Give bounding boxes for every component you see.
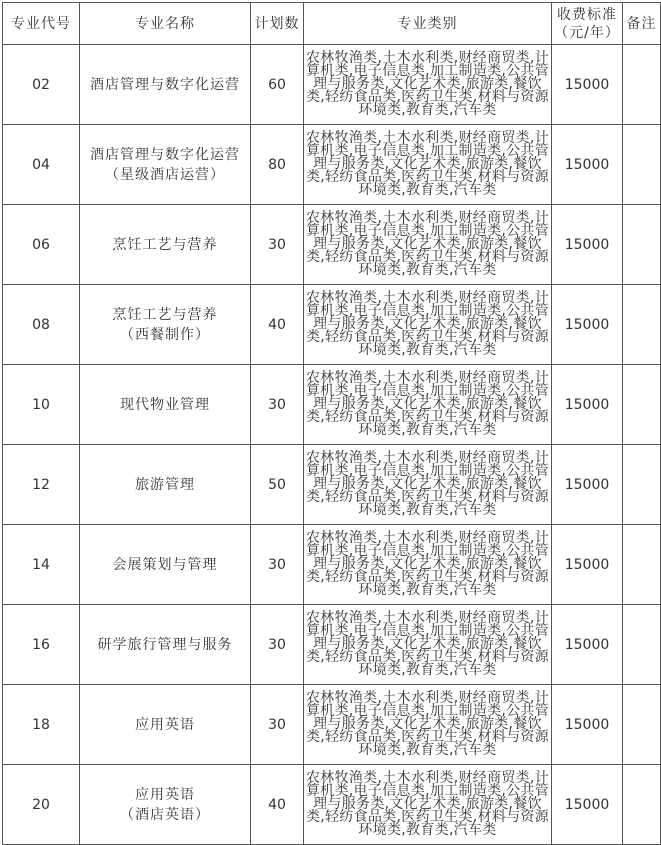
- cell-name: 研学旅行管理与服务: [80, 605, 251, 685]
- table-row: [3, 525, 661, 605]
- cell-fee: 15000: [552, 45, 623, 125]
- cell-code: 20: [3, 765, 80, 845]
- cell-categories: 农林牧渔类,土木水利类,财经商贸类,计算机类,电子信息类,加工制造类,公共管理与服务类,文化艺术类,旅游类,餐饮类,轻纺食品类,医药卫生类,材料与资源环境类,教育类,汽车类: [304, 765, 552, 845]
- cell-code: 16: [3, 605, 80, 685]
- cell-name: 应用英语: [80, 685, 251, 765]
- cell-fee: 15000: [552, 765, 623, 845]
- table-row: [3, 365, 661, 445]
- table-row: [3, 445, 661, 525]
- cell-name: 会展策划与管理: [80, 525, 251, 605]
- table-row: [3, 605, 661, 685]
- cell-categories: 农林牧渔类,土木水利类,财经商贸类,计算机类,电子信息类,加工制造类,公共管理与服务类,文化艺术类,旅游类,餐饮类,轻纺食品类,医药卫生类,材料与资源环境类,教育类,汽车类: [304, 605, 552, 685]
- cell-plan: 30: [251, 365, 304, 445]
- cell-categories: 农林牧渔类,土木水利类,财经商贸类,计算机类,电子信息类,加工制造类,公共管理与服务类,文化艺术类,旅游类,餐饮类,轻纺食品类,医药卫生类,材料与资源环境类,教育类,汽车类: [304, 365, 552, 445]
- cell-name: 烹饪工艺与营养 （西餐制作）: [80, 285, 251, 365]
- cell-plan: 30: [251, 685, 304, 765]
- cell-note: [623, 765, 661, 845]
- header-plan: 计划数: [251, 3, 304, 45]
- cell-code: 10: [3, 365, 80, 445]
- cell-categories: 农林牧渔类,土木水利类,财经商贸类,计算机类,电子信息类,加工制造类,公共管理与服务类,文化艺术类,旅游类,餐饮类,轻纺食品类,医药卫生类,材料与资源环境类,教育类,汽车类: [304, 445, 552, 525]
- table-row: [3, 685, 661, 765]
- cell-fee: 15000: [552, 285, 623, 365]
- cell-fee: 15000: [552, 365, 623, 445]
- cell-code: 12: [3, 445, 80, 525]
- cell-plan: 40: [251, 765, 304, 845]
- cell-name: 酒店管理与数字化运营: [80, 45, 251, 125]
- cell-fee: 15000: [552, 125, 623, 205]
- cell-plan: 30: [251, 525, 304, 605]
- cell-categories: 农林牧渔类,土木水利类,财经商贸类,计算机类,电子信息类,加工制造类,公共管理与服务类,文化艺术类,旅游类,餐饮类,轻纺食品类,医药卫生类,材料与资源环境类,教育类,汽车类: [304, 125, 552, 205]
- cell-categories: 农林牧渔类,土木水利类,财经商贸类,计算机类,电子信息类,加工制造类,公共管理与服务类,文化艺术类,旅游类,餐饮类,轻纺食品类,医药卫生类,材料与资源环境类,教育类,汽车类: [304, 685, 552, 765]
- cell-fee: 15000: [552, 205, 623, 285]
- table-header: [3, 3, 661, 45]
- cell-code: 08: [3, 285, 80, 365]
- table-row: [3, 765, 661, 845]
- table-row: [3, 205, 661, 285]
- cell-plan: 50: [251, 445, 304, 525]
- cell-note: [623, 445, 661, 525]
- header-name: 专业名称: [80, 3, 251, 45]
- cell-name: 旅游管理: [80, 445, 251, 525]
- cell-name: 应用英语 （酒店英语）: [80, 765, 251, 845]
- cell-code: 02: [3, 45, 80, 125]
- cell-note: [623, 365, 661, 445]
- cell-code: 06: [3, 205, 80, 285]
- cell-name: 现代物业管理: [80, 365, 251, 445]
- cell-categories: 农林牧渔类,土木水利类,财经商贸类,计算机类,电子信息类,加工制造类,公共管理与服务类,文化艺术类,旅游类,餐饮类,轻纺食品类,医药卫生类,材料与资源环境类,教育类,汽车类: [304, 285, 552, 365]
- header-code: 专业代号: [3, 3, 80, 45]
- table-row: [3, 125, 661, 205]
- cell-fee: 15000: [552, 445, 623, 525]
- cell-note: [623, 605, 661, 685]
- cell-name: 酒店管理与数字化运营 （星级酒店运营）: [80, 125, 251, 205]
- table-row: [3, 285, 661, 365]
- cell-note: [623, 205, 661, 285]
- cell-code: 04: [3, 125, 80, 205]
- cell-categories: 农林牧渔类,土木水利类,财经商贸类,计算机类,电子信息类,加工制造类,公共管理与服务类,文化艺术类,旅游类,餐饮类,轻纺食品类,医药卫生类,材料与资源环境类,教育类,汽车类: [304, 205, 552, 285]
- cell-name: 烹饪工艺与营养: [80, 205, 251, 285]
- cell-categories: 农林牧渔类,土木水利类,财经商贸类,计算机类,电子信息类,加工制造类,公共管理与服务类,文化艺术类,旅游类,餐饮类,轻纺食品类,医药卫生类,材料与资源环境类,教育类,汽车类: [304, 525, 552, 605]
- cell-note: [623, 45, 661, 125]
- header-row: [3, 3, 661, 45]
- majors-table: [2, 2, 661, 845]
- cell-fee: 15000: [552, 525, 623, 605]
- header-fee: 收费标准 （元/年）: [552, 3, 623, 45]
- cell-note: [623, 125, 661, 205]
- cell-code: 18: [3, 685, 80, 765]
- header-note: 备注: [623, 3, 661, 45]
- cell-plan: 30: [251, 205, 304, 285]
- cell-categories: 农林牧渔类,土木水利类,财经商贸类,计算机类,电子信息类,加工制造类,公共管理与服务类,文化艺术类,旅游类,餐饮类,轻纺食品类,医药卫生类,材料与资源环境类,教育类,汽车类: [304, 45, 552, 125]
- cell-plan: 60: [251, 45, 304, 125]
- cell-plan: 30: [251, 605, 304, 685]
- table-body: [3, 45, 661, 845]
- cell-code: 14: [3, 525, 80, 605]
- cell-note: [623, 285, 661, 365]
- table-row: [3, 45, 661, 125]
- header-categories: 专业类别: [304, 3, 552, 45]
- cell-fee: 15000: [552, 685, 623, 765]
- cell-plan: 40: [251, 285, 304, 365]
- watermark: ​: [247, 262, 293, 292]
- cell-fee: 15000: [552, 605, 623, 685]
- cell-note: [623, 685, 661, 765]
- cell-note: [623, 525, 661, 605]
- cell-plan: 80: [251, 125, 304, 205]
